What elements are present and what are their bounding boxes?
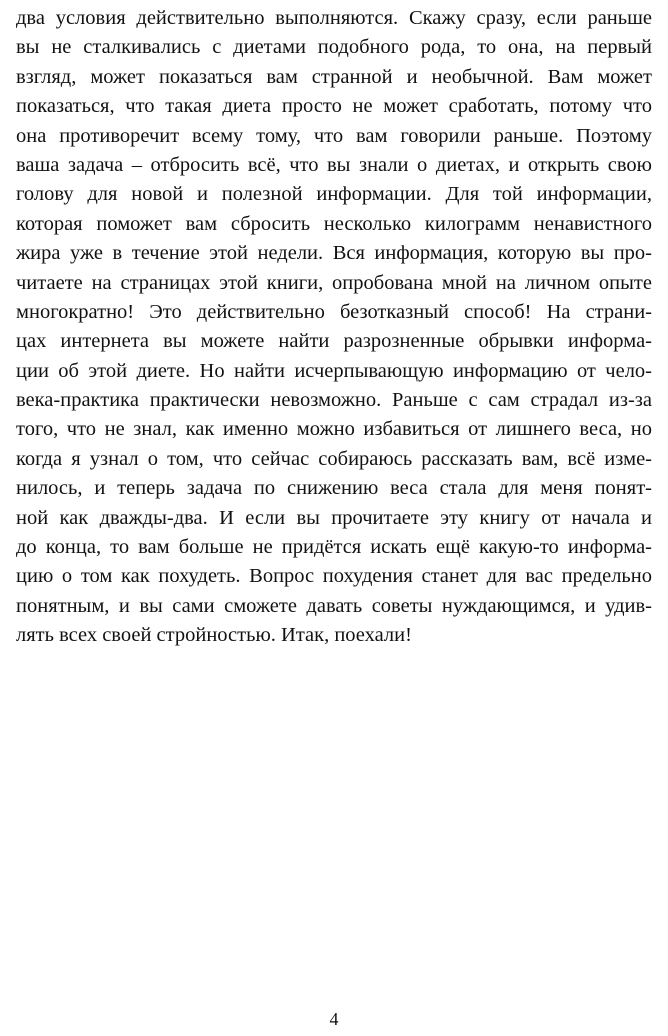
text-line: голову для новой и полезной информации. Для той информации, xyxy=(16,183,652,206)
text-line: до конца, то вам больше не придётся искать ещё какую-то информа- xyxy=(16,536,652,559)
text-line: цию о том как похудеть. Вопрос похудения станет для вас предельно xyxy=(16,565,652,588)
text-line: того, что не знал, как именно можно избавиться от лишнего веса, но xyxy=(16,418,652,441)
text-line: понятным, и вы сами сможете давать советы нуждающимся, и удив- xyxy=(16,594,652,617)
text-line-last: лять всех своей стройностью. Итак, поехали! xyxy=(16,624,412,647)
text-line: ции об этой диете. Но найти исчерпывающую информацию от чело- xyxy=(16,359,652,382)
text-line: вы не сталкивались с диетами подобного рода, то она, на первый xyxy=(16,36,652,59)
page-number: 4 xyxy=(329,1009,339,1029)
text-line: ной как дважды-два. И если вы прочитаете эту книгу от начала и xyxy=(16,506,652,529)
text-line: читаете на страницах этой книги, опробована мной на личном опыте xyxy=(16,271,652,294)
text-line: она противоречит всему тому, что вам говорили раньше. Поэтому xyxy=(16,124,652,147)
text-line: века-практика практически невозможно. Раньше с сам страдал из-за xyxy=(16,389,652,412)
text-line: взгляд, может показаться вам странной и необычной. Вам может xyxy=(16,65,652,88)
text-line: нилось, и теперь задача по снижению веса стала для меня понят- xyxy=(16,477,652,500)
text-line: многократно! Это действительно безотказный способ! На страни- xyxy=(16,300,652,323)
text-line: показаться, что такая диета просто не может сработать, потому что xyxy=(16,95,652,118)
text-line: два условия действительно выполняются. Скажу сразу, если раньше xyxy=(16,7,652,29)
text-line: жира уже в течение этой недели. Вся информация, которую вы про- xyxy=(16,242,652,265)
text-line: когда я узнал о том, что сейчас собираюсь рассказать вам, всё изме- xyxy=(16,447,652,470)
text-line: цах интернета вы можете найти разрозненные обрывки информа- xyxy=(16,330,652,353)
body-paragraph xyxy=(16,4,652,651)
text-line: ваша задача – отбросить всё, что вы знали о диетах, и открыть свою xyxy=(16,153,652,176)
text-line: которая поможет вам сбросить несколько килограмм ненавистного xyxy=(16,212,652,235)
